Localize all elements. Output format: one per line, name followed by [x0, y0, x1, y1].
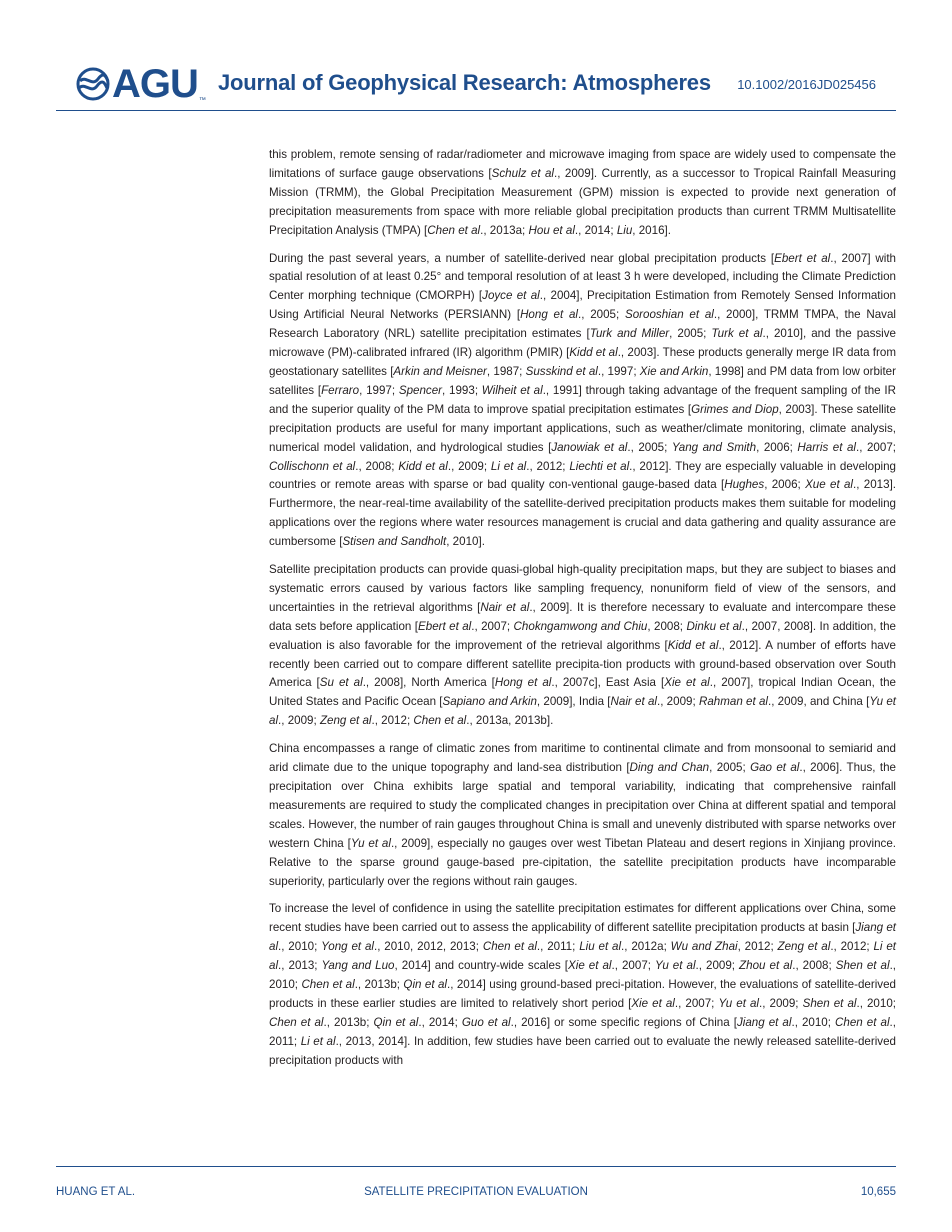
logo-trademark: ™ — [198, 97, 206, 104]
agu-logo — [76, 64, 206, 104]
doi: 10.1002/2016JD025456 — [737, 77, 876, 92]
paragraph: China encompasses a range of climatic zones from maritime to continental climate and from monsoonal to semiarid and arid climate due to the unique topography and land-sea distribution [Ding and Chan, 2005; Gao et al., 2006]. Thus, the precipitation over China exhibits large spatial and temporal variability, indicating that comprehensive rainfall measurements are required to study the complicated changes in precipitation over China at different spatial and temporal scales. However, the number of rain gauges throughout China is small and unevenly distributed with sparse networks over western China [Yu et al., 2009], especially no gauges over west Tibetan Plateau and desert regions in Xinjiang province. Relative to the sparse ground gauge-based pre-cipitation, the satellite precipitation products have incomparable superiority, particularly over the regions without rain gauges. — [269, 742, 896, 888]
paragraph: During the past several years, a number of satellite-derived near global precipitation products [Ebert et al., 2007] with spatial resolution of at least 0.25° and temporal resolution of at least 3 h were developed, including the Climate Prediction Center morphing technique (CMORPH) [Joyce et al., 2004], Precipitation Estimation from Remotely Sensed Information Using Artificial Neural Networks (PERSIANN) [Hong et al., 2005; Sorooshian et al., 2000], TRMM TMPA, the Naval Research Laboratory (NRL) satellite precipitation estimates [Turk and Miller, 2005; Turk et al., 2010], and the passive microwave (PM)-calibrated infrared (IR) algorithm (PMIR) [Kidd et al., 2003]. These products generally merge IR data from geostationary satellites [Arkin and Meisner, 1987; Susskind et al., 1997; Xie and Arkin, 1998] and PM data from low orbiter satellites [Ferraro, 1997; Spencer, 1993; Wilheit et al., 1991] through taking advantage of the frequent sampling of the IR and the superior quality of the PM data to improve spatial precipitation estimates [Grimes and Diop, 2003]. These satellite precipitation products are useful for many important applications, such as weather/climate monitoring, climate analysis, numerical model validation, and hydrological studies [Janowiak et al., 2005; Yang and Smith, 2006; Harris et al., 2007; Collischonn et al., 2008; Kidd et al., 2009; Li et al., 2012; Liechti et al., 2012]. They are especially valuable in developing countries or remote areas with sparse or bad quality con-ventional gauge-based data [Hughes, 2006; Xue et al., 2013]. Furthermore, the near-real-time availability of the satellite-derived precipitation products makes them suitable for modeling applications over the regions where water resources management is crucial and data gathering and quality assurance are cumbersome [Stisen and Sandholt, 2010]. — [269, 251, 897, 549]
journal-title: Journal of Geophysical Research: Atmospheres — [218, 70, 711, 95]
footer-authors: HUANG ET AL. — [56, 1186, 136, 1198]
page-header — [0, 0, 952, 112]
footer-running-title: SATELLITE PRECIPITATION EVALUATION — [364, 1186, 588, 1198]
agu-globe-icon — [76, 67, 110, 101]
logo-wordmark: AGU — [112, 62, 198, 106]
footer-page-number: 10,655 — [860, 1186, 896, 1198]
paragraph: To increase the level of confidence in using the satellite precipitation estimates for different applications over China, some recent studies have been carried out to assess the applicability of different satellite precipitation products at basin [Jiang et al., 2010; Yong et al., 2010, 2012, 2013; Chen et al., 2011; Liu et al., 2012a; Wu and Zhai, 2012; Zeng et al., 2012; Li et al., 2013; Yang and Luo, 2014] and country-wide scales [Xie et al., 2007; Yu et al., 2009; Zhou et al., 2008; Shen et al., 2010; Chen et al., 2013b; Qin et al., 2014] using ground-based preci-pitation. However, the evaluations of satellite-derived products in these earlier studies are limited to relatively short period [Xie et al., 2007; Yu et al., 2009; Shen et al., 2010; Chen et al., 2013b; Qin et al., 2014; Guo et al., 2016] or some specific regions of China [Jiang et al., 2010; Chen et al., 2011; Li et al., 2013, 2014]. In addition, few studies have been carried out to evaluate the newly released satellite-derived precipitation products with — [269, 902, 897, 1067]
header-divider — [56, 110, 896, 111]
article-body — [269, 146, 896, 1080]
footer-divider — [56, 1166, 896, 1167]
paragraph: Satellite precipitation products can provide quasi-global high-quality precipitation maps, but they are subject to biases and systematic errors caused by various factors like sampling frequency, nonuniform field of view of the sensors, and uncertainties in the retrieval algorithms [Nair et al., 2009]. It is therefore necessary to evaluate and intercompare these data sets before application [Ebert et al., 2007; Chokngamwong and Chiu, 2008; Dinku et al., 2007, 2008]. In addition, the evaluation is also favorable for the improvement of the retrieval algorithms [Kidd et al., 2012]. A number of efforts have recently been carried out to compare different satellite precipita-tion products with ground-based observation over South America [Su et al., 2008], North America [Hong et al., 2007c], East Asia [Xie et al., 2007], tropical Indian Ocean, the United States and Pacific Ocean [Sapiano and Arkin, 2009], India [Nair et al., 2009; Rahman et al., 2009, and China [Yu et al., 2009; Zeng et al., 2012; Chen et al., 2013a, 2013b]. — [269, 563, 897, 728]
paragraph: this problem, remote sensing of radar/radiometer and microwave imaging from space are widely used to compensate the limitations of surface gauge observations [Schulz et al., 2009]. Currently, as a successor to Tropical Rainfall Measuring Mission (TRMM), the Global Precipitation Measurement (GPM) mission is expected to provide next generation of precipitation measurements from space with more reliable global precipitation products than current TRMM Multisatellite Precipitation Analysis (TMPA) [Chen et al., 2013a; Hou et al., 2014; Liu, 2016]. — [269, 148, 896, 237]
